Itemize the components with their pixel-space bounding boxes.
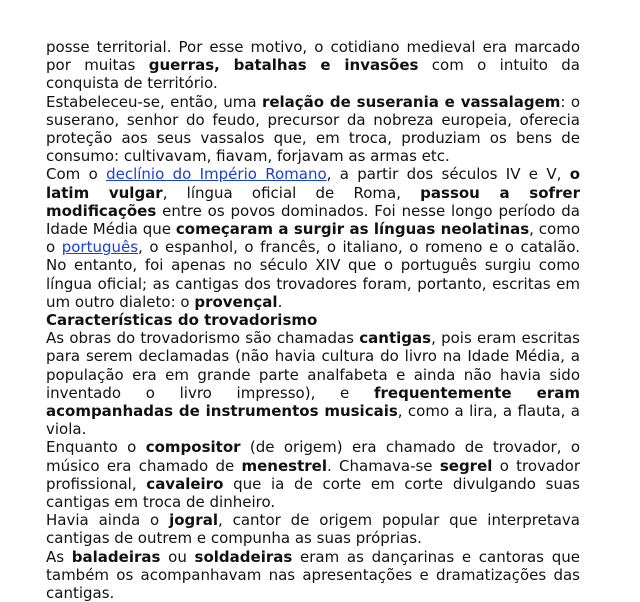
text-run: , cantor de origem popular que interpretava cantigas de outrem e compunha as suas próprias. — [46, 511, 580, 548]
text-run: , pois eram escritas para serem declamadas (não havia cultura do livro na Idade Média, a população era em grande parte analfabeta e ainda não havia sido inventado o livro impresso), e — [46, 329, 580, 402]
paragraph-vulgar-latin — [46, 165, 580, 311]
text-run: Havia ainda o — [46, 511, 170, 530]
text-run: entre os povos dominados. Foi nesse longo período da Idade Média que — [46, 201, 580, 239]
link-roman-empire-decline[interactable]: declínio do Império Romano — [106, 165, 327, 184]
bold-term: frequentemente eram acompanhadas de instrumentos musicais — [46, 383, 580, 421]
bold-term: compositor — [145, 438, 241, 457]
text-run: o trovador profissional, — [46, 456, 581, 493]
text-run: que ia de corte em corte divulgando suas cantigas em troca de dinheiro. — [46, 474, 580, 512]
text-run: Enquanto o — [46, 438, 146, 457]
text-run: (de origem) era chamado de trovador, o músico era chamado de — [46, 438, 581, 475]
text-run: ou — [160, 547, 195, 566]
bold-term: provençal — [194, 292, 278, 311]
bold-term: passou a sofrer modificações — [46, 183, 580, 220]
text-run: eram as dançarinas e cantoras que também os acompanhavam nas apresentações e dramatizações das cantigas. — [46, 547, 580, 602]
paragraph-composer — [46, 438, 580, 511]
text-run: , como a lira, a flauta, a viola. — [46, 402, 580, 439]
paragraph-baladeiras — [46, 548, 580, 602]
text-run: : o suserano, senhor do feudo, precursor da nobreza europeia, oferecia proteção aos seus vassalos que, em troca, produziam os bens de consumo: cultivavam, fiavam, forjavam as armas etc. — [46, 92, 581, 166]
text-run: As obras do trovadorismo são chamadas — [46, 329, 360, 348]
link-portuguese[interactable]: português — [61, 238, 139, 257]
paragraph-suzerainty — [46, 93, 580, 166]
text-run: , língua oficial de Roma, — [162, 183, 421, 202]
bold-term: soldadeiras — [194, 547, 293, 566]
text-run: posse territorial. Por esse motivo, o cotidiano medieval era marcado por muitas — [46, 38, 580, 75]
bold-term: relação de suserania e vassalagem — [261, 92, 561, 111]
paragraph-feudal-wars — [46, 38, 580, 93]
bold-term: baladeiras — [71, 547, 161, 566]
text-run: Estabeleceu-se, então, uma — [46, 92, 262, 111]
text-run: . — [277, 292, 283, 311]
bold-term: o latim vulgar — [46, 165, 580, 202]
paragraph-cantigas — [46, 329, 580, 438]
paragraph-jogral — [46, 511, 580, 547]
bold-term: menestrel — [241, 456, 327, 475]
text-run: As — [46, 547, 72, 566]
text-run: Com o — [46, 165, 107, 184]
bold-term: cavaleiro — [146, 474, 224, 493]
text-run: , como o — [46, 220, 580, 257]
text-run: com o intuito da conquista de território. — [46, 56, 580, 93]
bold-term: cantigas — [359, 329, 432, 348]
text-run: , a partir dos séculos IV e V, — [326, 165, 570, 184]
bold-term: guerras, batalhas e invasões — [148, 56, 419, 75]
text-run: . Chamava-se — [326, 456, 440, 475]
section-title: Características do trovadorismo — [46, 311, 318, 330]
bold-term: segrel — [439, 456, 493, 475]
bold-term: jogral — [169, 511, 218, 530]
bold-term: começaram a surgir as línguas neolatinas — [175, 220, 530, 239]
text-run: , o espanhol, o francês, o italiano, o romeno e o catalão. No entanto, foi apenas no século XIV que o português surgiu como língua oficial; as cantigas dos trovadores foram, portanto, escritas em um outro dialeto: o — [46, 238, 580, 311]
